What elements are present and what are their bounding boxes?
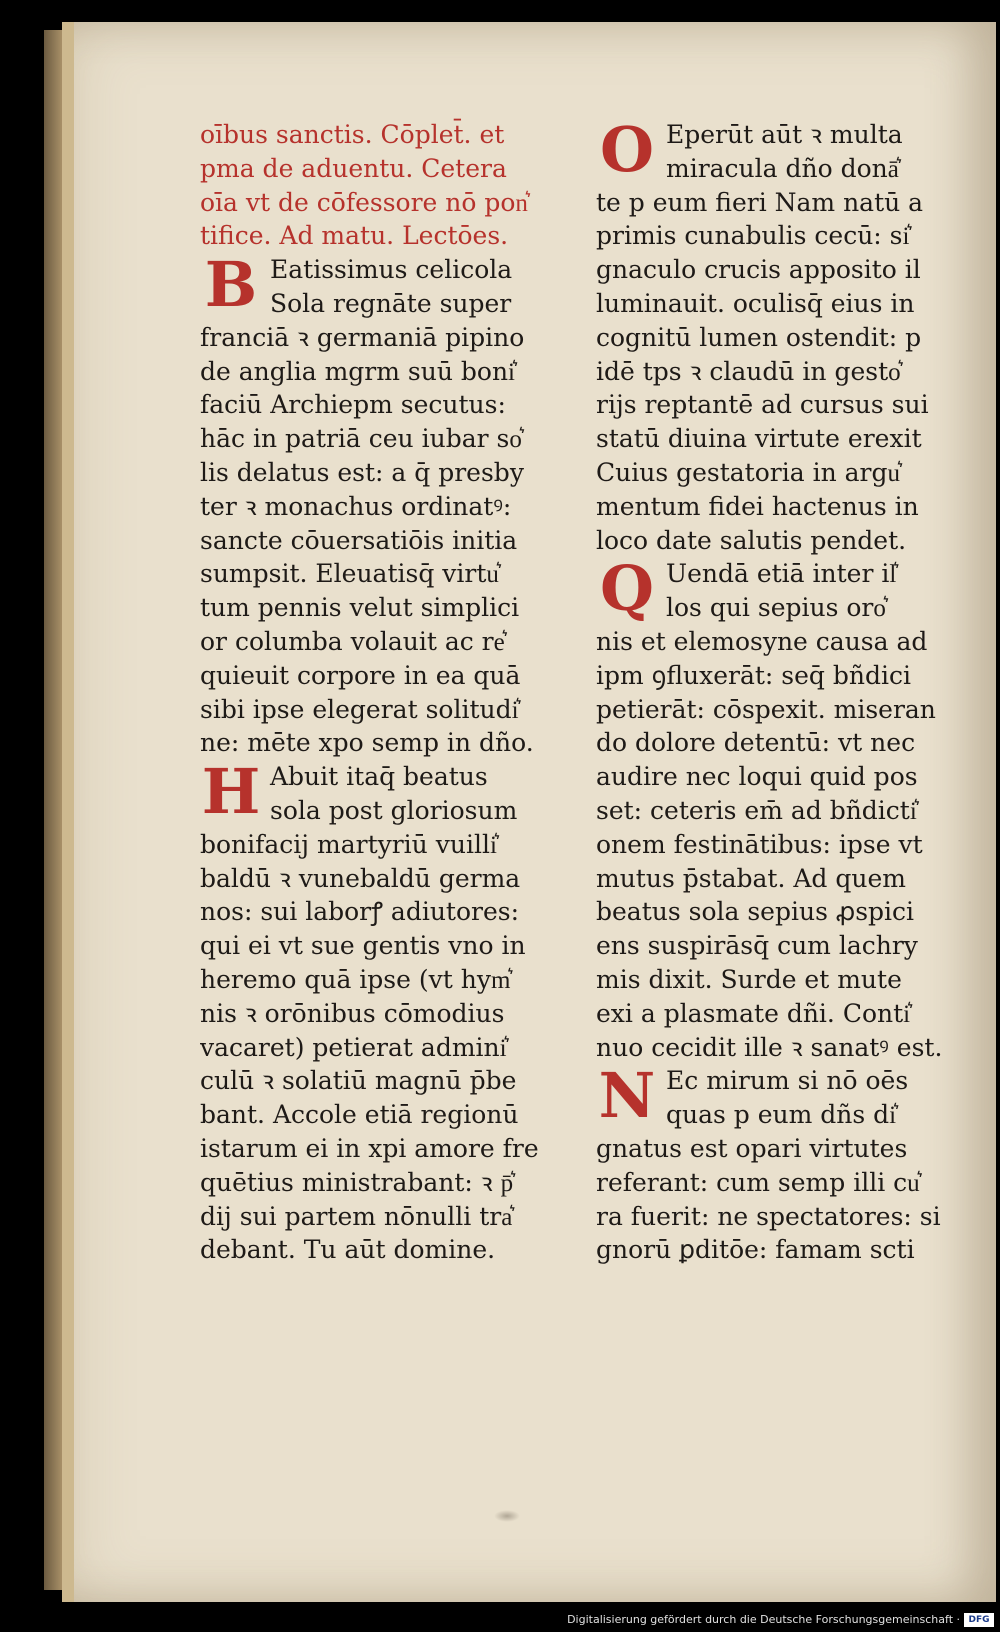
- text-line: qui ei vt sue gentis vno in: [200, 931, 526, 961]
- digitization-footer: [0, 1602, 1000, 1632]
- text-line: beatus sola sepius ꝓspici: [596, 897, 915, 927]
- text-line: exi a plasmate dñi. Conti͛: [596, 998, 911, 1028]
- text-line: quētius ministrabant: ꝛ p̄͛: [200, 1167, 514, 1197]
- text-line: de anglia mgrm suū boni͛: [200, 356, 515, 386]
- text-line: vacaret) petierat admini͛: [200, 1032, 507, 1062]
- rubric-line: oīa vt de cōfessore nō pon͛: [200, 187, 528, 217]
- lectio-paragraph-5: [596, 1059, 976, 1267]
- right-column: [596, 113, 976, 1267]
- text-line: quas p eum dñs di͛: [666, 1100, 897, 1130]
- text-line: istarum ei in xpi amore fre: [200, 1133, 539, 1163]
- text-line: mentum fidei hactenus in: [596, 491, 919, 521]
- text-line: gnorū ꝑditōe: famam scti: [596, 1235, 915, 1265]
- text-line: nuo cecidit ille ꝛ sanatꝰ est.: [596, 1032, 943, 1062]
- text-line: Sola regnāte super: [270, 288, 512, 318]
- text-line: dij sui partem nōnulli tra͛: [200, 1201, 513, 1231]
- text-line: sancte cōuersatiōis initia: [200, 525, 518, 555]
- text-line: nis ꝛ orōnibus cōmodius: [200, 998, 505, 1028]
- text-line: nos: sui laborꝭ adiutores:: [200, 897, 520, 927]
- red-initial: N: [598, 1059, 656, 1133]
- text-line: sumpsit. Eleuatisq̄ virtu͛: [200, 559, 499, 589]
- text-line: mis dixit. Surde et mute: [596, 964, 902, 994]
- text-line: ens suspirāsq̄ cum lachry: [596, 931, 918, 961]
- text-line: Eatissimus celicola: [270, 255, 513, 285]
- text-line: Abuit itaq̄ beatus: [270, 762, 488, 792]
- dfg-logo: DFG: [964, 1613, 994, 1627]
- lectio-paragraph-1: [200, 248, 580, 760]
- lectio-paragraph-4: [596, 552, 976, 1064]
- text-line: gnatus est opari virtutes: [596, 1133, 908, 1163]
- text-line: quieuit corpore in ea quā: [200, 660, 521, 690]
- text-line: onem festinātibus: ipse vt: [596, 829, 923, 859]
- rubric-block: [200, 118, 580, 253]
- text-line: do dolore detentū: vt nec: [596, 728, 916, 758]
- red-initial: H: [201, 755, 261, 829]
- text-line: baldū ꝛ vunebaldū germa: [200, 863, 521, 893]
- text-line: rijs reptantē ad cursus sui: [596, 390, 929, 420]
- text-line: primis cunabulis cecū: si͛: [596, 221, 910, 251]
- text-line: statū diuina virtute erexit: [596, 424, 922, 454]
- text-line: idē tps ꝛ claudū in gesto͛: [596, 356, 901, 386]
- text-line: hāc in patriā ceu iubar so͛: [200, 424, 522, 454]
- red-initial: O: [599, 113, 654, 186]
- rubric-line: oībus sanctis. Cōplet̄. et: [200, 120, 505, 149]
- text-line: te p eum fieri Nam natū a: [596, 187, 924, 217]
- text-line: Uendā etiā inter il͛: [666, 559, 897, 589]
- text-line: faciū Archiepm secutus:: [200, 390, 506, 420]
- text-line: franciā ꝛ germaniā pipino: [200, 322, 525, 352]
- text-line: debant. Tu aūt domine.: [200, 1235, 496, 1265]
- text-line: culū ꝛ solatiū magnū p̄be: [200, 1066, 517, 1096]
- book-spine-edge: [44, 30, 62, 1590]
- lectio-paragraph-2: [200, 755, 580, 1267]
- text-line: Eperūt aūt ꝛ multa: [666, 120, 903, 149]
- text-line: luminauit. oculisq̄ eius in: [596, 288, 915, 318]
- text-line: loco date salutis pendet.: [596, 525, 907, 555]
- text-line: sibi ipse elegerat solitudi͛: [200, 694, 519, 724]
- red-initial: Q: [599, 552, 654, 626]
- text-line: bant. Accole etiā regionū: [200, 1100, 519, 1130]
- text-line: set: ceteris em̄ ad bñdicti͛: [596, 795, 917, 825]
- text-line: ra fuerit: ne spectatores: si: [596, 1201, 941, 1231]
- text-line: or columba volauit ac re͛: [200, 626, 505, 656]
- ink-smudge: [494, 1510, 520, 1522]
- text-line: Ec mirum si nō oēs: [666, 1066, 909, 1096]
- text-line: heremo quā ipse (vt hym͛: [200, 964, 511, 994]
- text-line: cognitū lumen ostendit: p: [596, 322, 922, 352]
- left-column: [200, 118, 580, 1267]
- text-line: nis et elemosyne causa ad: [596, 626, 928, 656]
- rubric-line: pma de aduentu. Cetera: [200, 153, 507, 183]
- rubric-line: tifice. Ad matu. Lectōes.: [200, 221, 509, 251]
- text-line: miracula dño donā͛: [666, 153, 899, 183]
- text-line: audire nec loqui quid pos: [596, 762, 918, 792]
- text-line: ne: mēte xpo semp in dño.: [200, 728, 534, 758]
- text-line: ipm ꝯfluxerāt: seq̄ bñdici: [596, 660, 911, 690]
- text-line: los qui sepius oro͛: [666, 593, 886, 623]
- text-line: petierāt: cōspexit. miseran: [596, 694, 936, 724]
- funding-credit: Digitalisierung gefördert durch die Deutsche Forschungsgemeinschaft ·: [567, 1613, 960, 1626]
- text-line: bonifacij martyriū vuilli͛: [200, 829, 497, 859]
- text-line: mutus p̄stabat. Ad quem: [596, 863, 906, 893]
- lectio-paragraph-3: [596, 113, 976, 557]
- text-line: gnaculo crucis apposito il: [596, 255, 921, 285]
- text-line: lis delatus est: a q̄ presby: [200, 457, 524, 487]
- text-line: sola post gloriosum: [270, 795, 518, 825]
- text-line: Cuius gestatoria in argu͛: [596, 457, 900, 487]
- text-line: tum pennis velut simplici: [200, 593, 520, 623]
- text-line: ter ꝛ monachus ordinatꝰ:: [200, 491, 512, 521]
- red-initial: B: [204, 248, 258, 322]
- text-line: referant: cum semp illi cu͛: [596, 1167, 920, 1197]
